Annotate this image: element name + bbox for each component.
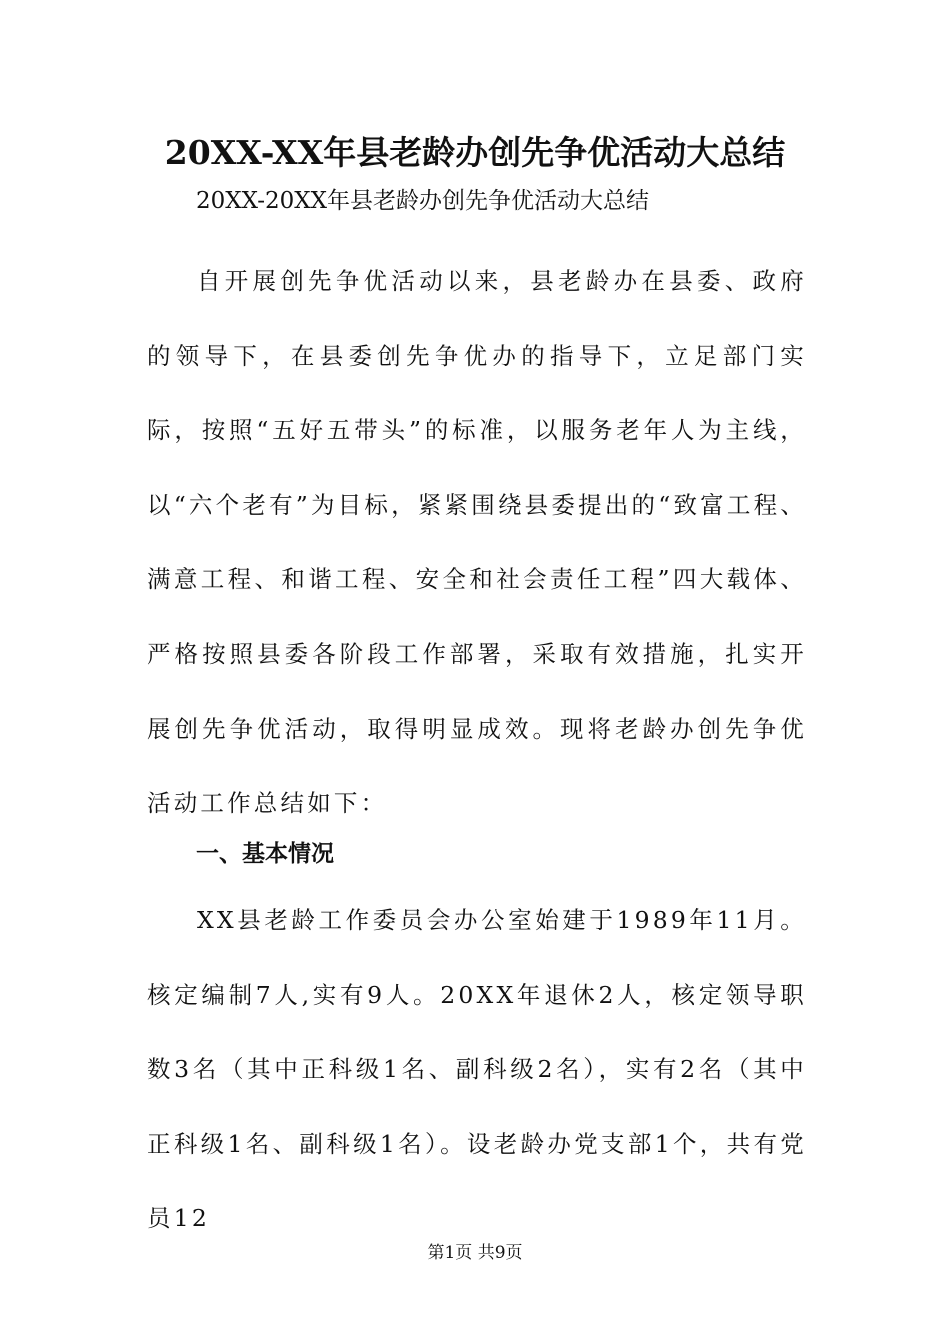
intro-paragraph: 自开展创先争优活动以来，县老龄办在县委、政府的领导下，在县委创先争优办的指导下，立足部门实际，按照“五好五带头”的标准，以服务老年人为主线，以“六个老有”为目标，紧紧围绕县委提出的“致富工程、满意工程、和谐工程、安全和社会责任工程”四大载体、严格按照县委各阶段工作部署，采取有效措施，扎实开展创先争优活动，取得明显成效。现将老龄办创先争优活动工作总结如下：: [147, 267, 807, 818]
document-subtitle: 20XX-20XX年县老龄办创先争优活动大总结: [196, 188, 649, 214]
document-title: 20XX-XX年县老龄办创先争优活动大总结: [164, 133, 786, 172]
basic-situation-paragraph: XX县老龄工作委员会办公室始建于1989年11月。核定编制7人,实有9人。20XX年退休2人，核定领导职数3名（其中正科级1名、副科级2名），实有2名（其中正科级1名、副科级1名）。设老龄办党支部1个，共有党员12: [147, 906, 807, 1233]
section-heading-basic-situation: 一、基本情况: [196, 841, 334, 867]
page-footer: 第1页 共9页: [427, 1243, 523, 1263]
